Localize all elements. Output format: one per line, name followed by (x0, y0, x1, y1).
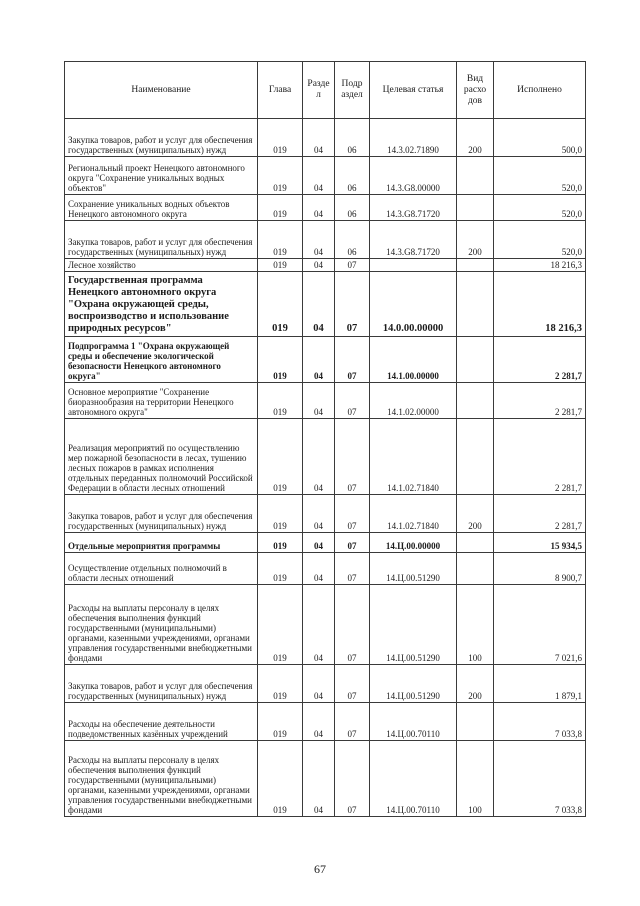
cell-target: 14.3.G8.00000 (370, 157, 457, 195)
cell-vid: 200 (457, 495, 494, 533)
cell-vid (457, 419, 494, 495)
cell-amount: 8 900,7 (494, 553, 586, 585)
cell-name: Закупка товаров, работ и услуг для обеспечения государственных (муниципальных) нужд (65, 221, 258, 259)
cell-glava: 019 (258, 383, 303, 419)
cell-razdel: 04 (303, 703, 335, 741)
header-done: Исполнено (494, 62, 586, 119)
cell-target: 14.1.02.00000 (370, 383, 457, 419)
cell-razdel: 04 (303, 221, 335, 259)
budget-table (64, 61, 586, 817)
table-row (65, 741, 586, 817)
cell-razdel: 04 (303, 119, 335, 157)
cell-vid (457, 533, 494, 553)
cell-amount: 7 021,6 (494, 585, 586, 665)
cell-target: 14.Ц.00.70110 (370, 741, 457, 817)
cell-podrazdel: 07 (335, 419, 370, 495)
cell-razdel: 04 (303, 553, 335, 585)
cell-name: Сохранение уникальных водных объектов Ненецкого автономного округа (65, 195, 258, 221)
cell-podrazdel: 07 (335, 703, 370, 741)
table-row (65, 553, 586, 585)
cell-amount: 18 216,3 (494, 259, 586, 272)
cell-podrazdel: 07 (335, 337, 370, 383)
cell-vid (457, 553, 494, 585)
cell-razdel: 04 (303, 337, 335, 383)
cell-target: 14.Ц.00.70110 (370, 703, 457, 741)
cell-razdel: 04 (303, 419, 335, 495)
cell-glava: 019 (258, 259, 303, 272)
table-row (65, 665, 586, 703)
cell-podrazdel: 06 (335, 157, 370, 195)
table-row (65, 495, 586, 533)
cell-razdel: 04 (303, 495, 335, 533)
cell-podrazdel: 07 (335, 259, 370, 272)
cell-vid (457, 337, 494, 383)
cell-vid (457, 259, 494, 272)
cell-glava: 019 (258, 157, 303, 195)
header-vid: Вид расхо дов (457, 62, 494, 119)
table-row (65, 337, 586, 383)
table-row (65, 259, 586, 272)
cell-amount: 7 033,8 (494, 741, 586, 817)
header-name: Наименование (65, 62, 258, 119)
cell-name: Расходы на выплаты персоналу в целях обеспечения выполнения функций государственными (муниципальными) органами, казенными учреждениями, органами управления государственными внебюджетными фондами (65, 585, 258, 665)
cell-podrazdel: 07 (335, 741, 370, 817)
cell-target: 14.3.G8.71720 (370, 221, 457, 259)
table-row (65, 585, 586, 665)
cell-amount: 2 281,7 (494, 495, 586, 533)
cell-razdel: 04 (303, 533, 335, 553)
cell-glava: 019 (258, 741, 303, 817)
cell-glava: 019 (258, 665, 303, 703)
cell-name: Расходы на выплаты персоналу в целях обеспечения выполнения функций государственными (муниципальными) органами, казенными учреждениями, органами управления государственными внебюджетными фондами (65, 741, 258, 817)
cell-name: Реализация мероприятий по осуществлению мер пожарной безопасности в лесах, тушению лесных пожаров в рамках исполнения отдельных переданных полномочий Российской Федерации в области лесных отношений (65, 419, 258, 495)
cell-name: Основное мероприятие "Сохранение биоразнообразия на территории Ненецкого автономного округа" (65, 383, 258, 419)
cell-podrazdel: 07 (335, 665, 370, 703)
cell-name: Подпрограмма 1 "Охрана окружающей среды и обеспечение экологической безопасности Ненецкого автономного округа" (65, 337, 258, 383)
cell-podrazdel: 07 (335, 553, 370, 585)
table-row (65, 419, 586, 495)
cell-podrazdel: 07 (335, 585, 370, 665)
cell-amount: 7 033,8 (494, 703, 586, 741)
cell-name: Расходы на обеспечение деятельности подведомственных казённых учреждений (65, 703, 258, 741)
cell-name: Закупка товаров, работ и услуг для обеспечения государственных (муниципальных) нужд (65, 119, 258, 157)
cell-vid (457, 157, 494, 195)
cell-target: 14.3.G8.71720 (370, 195, 457, 221)
cell-podrazdel: 07 (335, 533, 370, 553)
cell-razdel: 04 (303, 259, 335, 272)
cell-podrazdel: 06 (335, 195, 370, 221)
cell-podrazdel: 07 (335, 495, 370, 533)
cell-glava: 019 (258, 272, 303, 337)
cell-name: Закупка товаров, работ и услуг для обеспечения государственных (муниципальных) нужд (65, 665, 258, 703)
page-number: 67 (314, 862, 326, 876)
cell-amount: 2 281,7 (494, 337, 586, 383)
cell-glava: 019 (258, 495, 303, 533)
cell-glava: 019 (258, 221, 303, 259)
cell-target: 14.Ц.00.00000 (370, 533, 457, 553)
cell-amount: 520,0 (494, 221, 586, 259)
cell-target: 14.Ц.00.51290 (370, 585, 457, 665)
cell-amount: 1 879,1 (494, 665, 586, 703)
cell-amount: 520,0 (494, 157, 586, 195)
table-row (65, 157, 586, 195)
header-target: Целевая статья (370, 62, 457, 119)
table-row (65, 119, 586, 157)
cell-vid: 200 (457, 221, 494, 259)
cell-vid (457, 383, 494, 419)
cell-amount: 500,0 (494, 119, 586, 157)
cell-podrazdel: 06 (335, 221, 370, 259)
cell-podrazdel: 07 (335, 272, 370, 337)
cell-target: 14.Ц.00.51290 (370, 553, 457, 585)
cell-name: Отдельные мероприятия программы (65, 533, 258, 553)
cell-target: 14.0.00.00000 (370, 272, 457, 337)
cell-vid (457, 195, 494, 221)
cell-razdel: 04 (303, 741, 335, 817)
cell-amount: 2 281,7 (494, 419, 586, 495)
cell-vid: 200 (457, 119, 494, 157)
table-row (65, 272, 586, 337)
header-glava: Глава (258, 62, 303, 119)
cell-name: Осуществление отдельных полномочий в области лесных отношений (65, 553, 258, 585)
cell-amount: 2 281,7 (494, 383, 586, 419)
cell-glava: 019 (258, 337, 303, 383)
cell-glava: 019 (258, 419, 303, 495)
cell-name: Государственная программа Ненецкого автономного округа "Охрана окружающей среды, воспроизводство и использование природных ресурсов" (65, 272, 258, 337)
cell-target: 14.1.02.71840 (370, 495, 457, 533)
cell-name: Закупка товаров, работ и услуг для обеспечения государственных (муниципальных) нужд (65, 495, 258, 533)
cell-target: 14.Ц.00.51290 (370, 665, 457, 703)
cell-amount: 18 216,3 (494, 272, 586, 337)
cell-razdel: 04 (303, 195, 335, 221)
cell-amount: 520,0 (494, 195, 586, 221)
table-header-row (65, 62, 586, 119)
cell-glava: 019 (258, 119, 303, 157)
cell-vid: 200 (457, 665, 494, 703)
cell-name: Лесное хозяйство (65, 259, 258, 272)
cell-target: 14.3.02.71890 (370, 119, 457, 157)
cell-glava: 019 (258, 703, 303, 741)
cell-razdel: 04 (303, 665, 335, 703)
table-row (65, 533, 586, 553)
table-row (65, 195, 586, 221)
header-razdel: Разде л (303, 62, 335, 119)
cell-amount: 15 934,5 (494, 533, 586, 553)
cell-target: 14.1.02.71840 (370, 419, 457, 495)
cell-vid: 100 (457, 741, 494, 817)
cell-razdel: 04 (303, 157, 335, 195)
header-podrazdel: Подр аздел (335, 62, 370, 119)
cell-name: Региональный проект Ненецкого автономного округа "Сохранение уникальных водных объектов" (65, 157, 258, 195)
cell-glava: 019 (258, 553, 303, 585)
cell-target (370, 259, 457, 272)
cell-glava: 019 (258, 533, 303, 553)
cell-podrazdel: 06 (335, 119, 370, 157)
table-row (65, 221, 586, 259)
cell-target: 14.1.00.00000 (370, 337, 457, 383)
cell-glava: 019 (258, 585, 303, 665)
cell-razdel: 04 (303, 585, 335, 665)
cell-razdel: 04 (303, 383, 335, 419)
cell-vid: 100 (457, 585, 494, 665)
table-body (65, 119, 586, 817)
cell-podrazdel: 07 (335, 383, 370, 419)
table-row (65, 703, 586, 741)
cell-vid (457, 703, 494, 741)
cell-vid (457, 272, 494, 337)
table-row (65, 383, 586, 419)
cell-glava: 019 (258, 195, 303, 221)
cell-razdel: 04 (303, 272, 335, 337)
